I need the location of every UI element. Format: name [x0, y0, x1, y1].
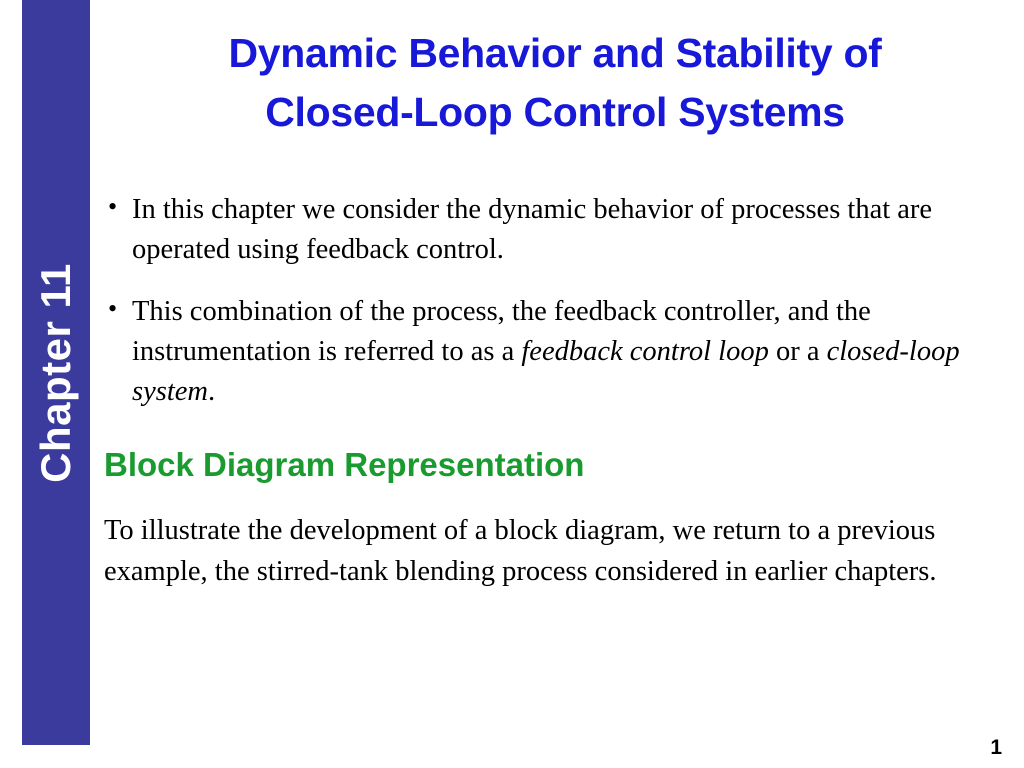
list-item-italic-term-2: closed-loop system	[132, 335, 960, 407]
page-title	[110, 24, 1000, 143]
page-number: 1	[990, 736, 1002, 759]
list-item-italic-term-1: feedback control loop	[521, 335, 769, 367]
list-item	[104, 292, 1004, 412]
section-paragraph: To illustrate the development of a block diagram, we return to a previous example, the stirred-tank blending process considered in earlier chapters.	[104, 515, 937, 587]
list-item-text-part-3: .	[207, 375, 216, 407]
chapter-label: Chapter 11	[32, 262, 79, 483]
list-item-text-part-1: This combination of the process, the feedback controller, and the instrumentation is referred to as a	[132, 295, 871, 367]
title-line-2: Closed-Loop Control Systems	[265, 89, 845, 136]
title-line-1: Dynamic Behavior and Stability of	[228, 30, 882, 76]
bullet-marker: •	[108, 192, 118, 221]
chapter-sidebar	[22, 0, 90, 745]
list-item-text-part-2: or a	[768, 335, 827, 367]
slide-body	[104, 190, 1004, 592]
list-item	[104, 190, 1004, 270]
bullet-marker: •	[108, 293, 118, 323]
list-item-text: In this chapter we consider the dynamic behavior of processes that are operated using feedback control.	[132, 194, 933, 265]
section-heading: Block Diagram Representation	[104, 446, 585, 484]
